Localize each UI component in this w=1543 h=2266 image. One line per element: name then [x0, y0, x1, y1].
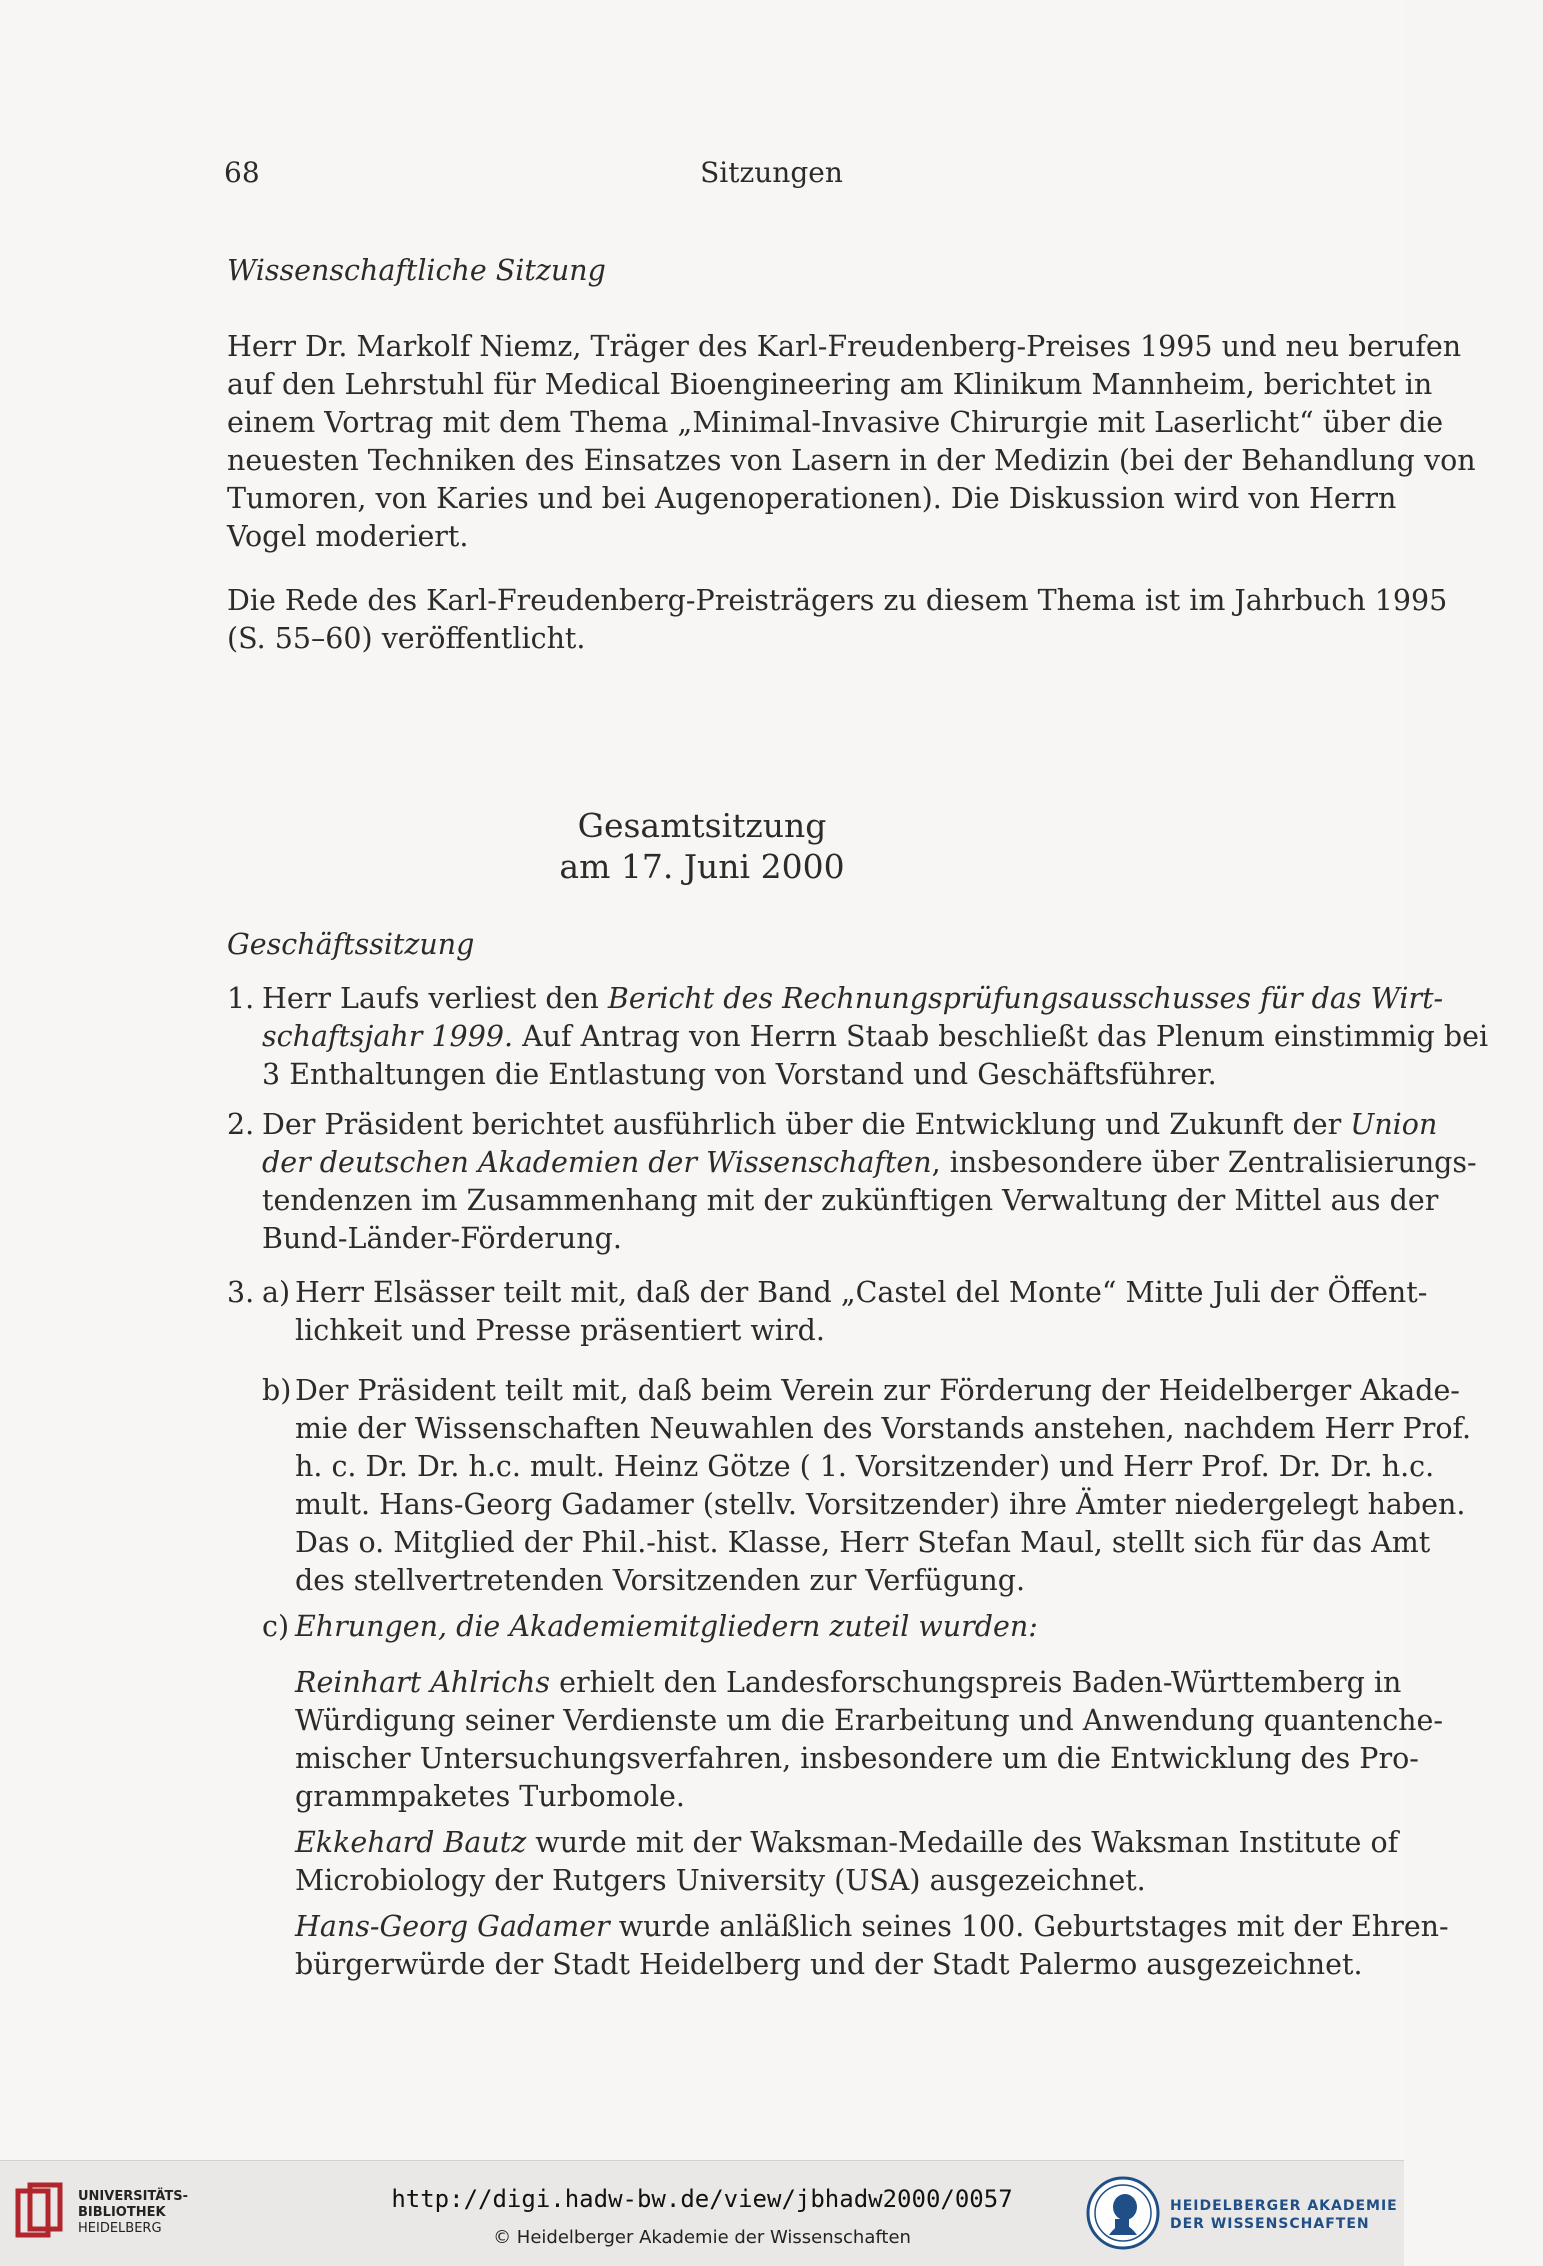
text-line: Reinhart Ahlrichs erhielt den Landesforschungspreis Baden-Württemberg in	[295, 1666, 1402, 1699]
text-line: grammpaketes Turbomole.	[295, 1780, 685, 1813]
text-line: des stellvertretenden Vorsitzenden zur Verfügung.	[295, 1564, 1026, 1597]
subitem-label-b: b)	[262, 1374, 292, 1407]
subitem-label-c: c)	[262, 1610, 290, 1643]
item-number: 2.	[227, 1108, 255, 1141]
text-line: Herr Elsässer teilt mit, daß der Band „Castel del Monte“ Mitte Juli der Öffent-	[295, 1276, 1428, 1309]
section-heading-geschaeftssitzung: Geschäftssitzung	[227, 928, 475, 961]
text-line: bürgerwürde der Stadt Heidelberg und der Stadt Palermo ausgezeichnet.	[295, 1948, 1363, 1981]
text-line: Die Rede des Karl-Freudenberg-Preisträgers zu diesem Thema ist im Jahrbuch 1995	[227, 584, 1448, 617]
section-heading-wissenschaftliche-sitzung: Wissenschaftliche Sitzung	[227, 254, 606, 287]
text-line: mischer Untersuchungsverfahren, insbesondere um die Entwicklung des Pro-	[295, 1742, 1419, 1775]
subitem-label-a: a)	[262, 1276, 291, 1309]
text-line: mult. Hans-Georg Gadamer (stellv. Vorsitzender) ihre Ämter niedergelegt haben.	[295, 1488, 1466, 1521]
session-date: am 17. Juni 2000	[559, 847, 845, 886]
text-line: Herr Dr. Markolf Niemz, Träger des Karl-Freudenberg-Preises 1995 und neu berufen	[227, 330, 1462, 363]
academy-seal-icon[interactable]	[1085, 2175, 1161, 2251]
text-line: (S. 55–60) veröffentlicht.	[227, 622, 586, 655]
page-number: 68	[224, 156, 260, 189]
item-number: 3.	[227, 1276, 255, 1309]
text-line: schaftsjahr 1999. Auf Antrag von Herrn Staab beschließt das Plenum einstimmig bei	[262, 1020, 1489, 1053]
permalink-url[interactable]: http://digi.hadw-bw.de/view/jbhadw2000/0057	[391, 2185, 1013, 2213]
text-line: Das o. Mitglied der Phil.-hist. Klasse, Herr Stefan Maul, stellt sich für das Amt	[295, 1526, 1431, 1559]
text-line: Herr Laufs verliest den Bericht des Rechnungsprüfungsausschusses für das Wirt-	[262, 982, 1444, 1015]
text-line: Der Präsident berichtet ausführlich über die Entwicklung und Zukunft der Union	[262, 1108, 1438, 1141]
text-line: lichkeit und Presse präsentiert wird.	[295, 1314, 825, 1347]
text-line: Vogel moderiert.	[227, 520, 469, 553]
text-line: tendenzen im Zusammenhang mit der zukünftigen Verwaltung der Mittel aus der	[262, 1184, 1439, 1217]
text-line: Hans-Georg Gadamer wurde anläßlich seines 100. Geburtstages mit der Ehren-	[295, 1910, 1449, 1943]
viewer-footer	[0, 2160, 1404, 2266]
text-line: auf den Lehrstuhl für Medical Bioengineering am Klinikum Mannheim, berichtet in	[227, 368, 1433, 401]
text-line: Bund-Länder-Förderung.	[262, 1222, 622, 1255]
text-line: h. c. Dr. Dr. h.c. mult. Heinz Götze ( 1. Vorsitzender) und Herr Prof. Dr. Dr. h.c.	[295, 1450, 1435, 1483]
text-line: mie der Wissenschaften Neuwahlen des Vorstands anstehen, nachdem Herr Prof.	[295, 1412, 1472, 1445]
text-line: neuesten Techniken des Einsatzes von Lasern in der Medizin (bei der Behandlung von	[227, 444, 1476, 477]
text-line: Würdigung seiner Verdienste um die Erarbeitung und Anwendung quantenche-	[295, 1704, 1444, 1737]
item-number: 1.	[227, 982, 255, 1015]
honors-heading: Ehrungen, die Akademiemitgliedern zuteil wurden:	[295, 1610, 1038, 1643]
text-line: Ekkehard Bautz wurde mit der Waksman-Medaille des Waksman Institute of	[295, 1826, 1399, 1859]
running-title: Sitzungen	[700, 156, 843, 189]
university-library-name: UNIVERSITÄTS- BIBLIOTHEK HEIDELBERG	[78, 2189, 188, 2236]
text-line: einem Vortrag mit dem Thema „Minimal-Invasive Chirurgie mit Laserlicht“ über die	[227, 406, 1444, 439]
text-line: Der Präsident teilt mit, daß beim Verein zur Förderung der Heidelberger Akade-	[295, 1374, 1460, 1407]
text-line: der deutschen Akademien der Wissenschaften, insbesondere über Zentralisierungs-	[262, 1146, 1477, 1179]
academy-name: HEIDELBERGER AKADEMIE DER WISSENSCHAFTEN	[1170, 2198, 1398, 2232]
text-line: Tumoren, von Karies und bei Augenoperationen). Die Diskussion wird von Herrn	[227, 482, 1397, 515]
text-line: 3 Enthaltungen die Entlastung von Vorstand und Geschäftsführer.	[262, 1058, 1217, 1091]
text-line: Microbiology der Rutgers University (USA) ausgezeichnet.	[295, 1864, 1146, 1897]
copyright-notice: © Heidelberger Akademie der Wissenschaften	[493, 2227, 911, 2248]
session-title: Gesamtsitzung	[577, 806, 827, 845]
